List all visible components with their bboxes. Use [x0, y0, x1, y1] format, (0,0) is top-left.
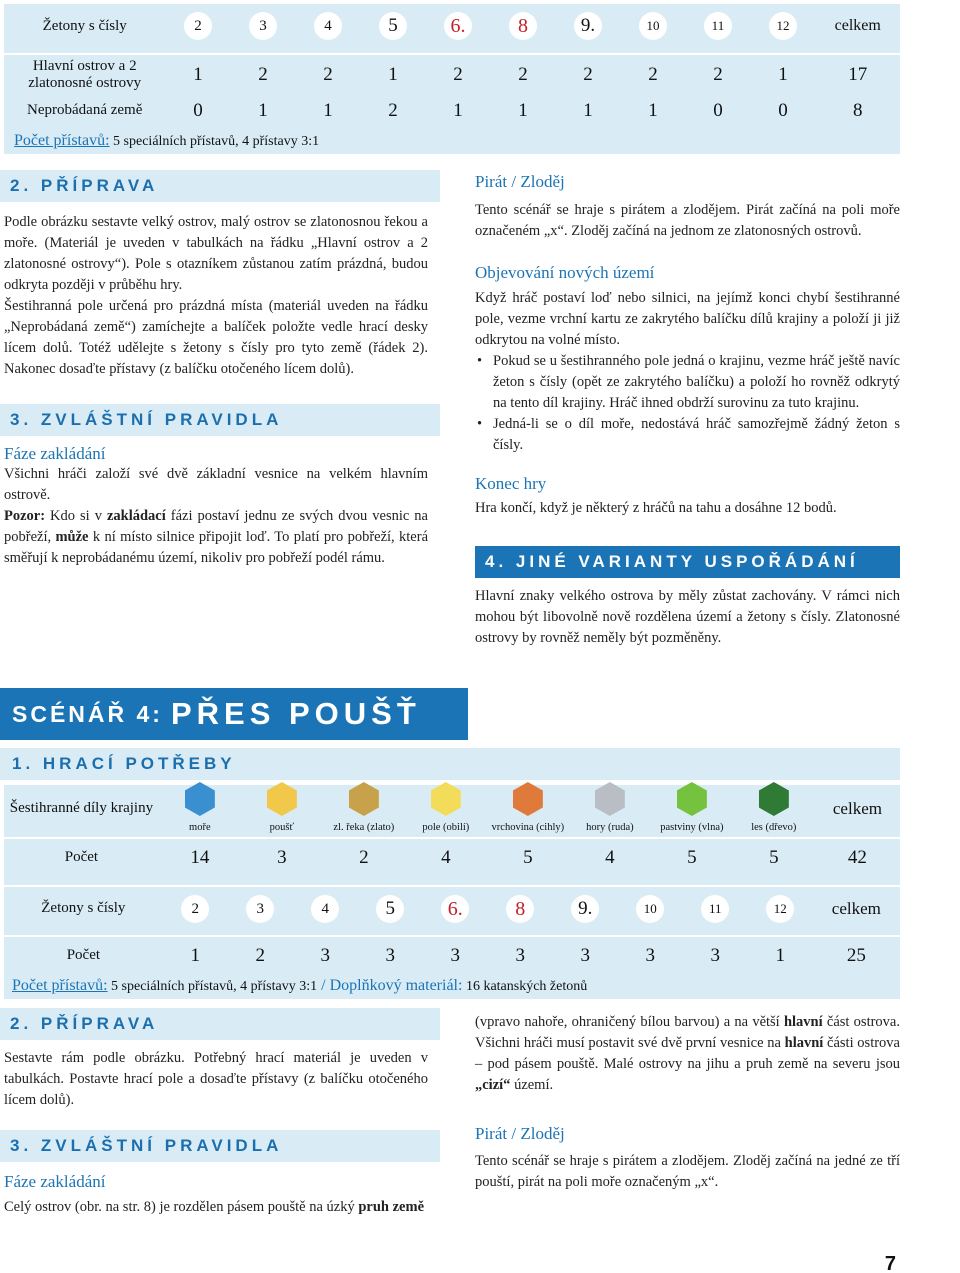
tile-name: les (dřevo) [751, 822, 797, 834]
tokens2-total-header: celkem [831, 898, 881, 918]
number-token: 8 [506, 895, 534, 923]
token-cell [620, 12, 685, 41]
table-cell: 2 [388, 99, 398, 121]
number-token: 12 [766, 895, 794, 923]
table-cell: 1 [583, 99, 593, 121]
token-cell [293, 895, 358, 924]
token-cell [748, 895, 813, 924]
number-token: 11 [701, 895, 729, 923]
cont-e: části ostrova – pod pásem pouště. Malé ostrovy na jihu a pruh země na severu jsou [475, 1035, 900, 1072]
setup-p2-c: fázi postaví jednu ze svých dvou vesnic na pobřeží, [4, 508, 428, 545]
pirate-text: Tento scénář se hraje s pirátem a zlodějem. Pirát začíná na poli moře označeném „x“. Zloděj začíná na jednom ze zlatonosných ostrovů. [475, 202, 900, 239]
table-cell: 2 [453, 63, 463, 85]
table-cell: 0 [778, 99, 788, 121]
cont-d: hlavní [784, 1035, 824, 1051]
subheading-setup-phase-2: Fáze zakládání [4, 1172, 106, 1191]
number-token: 5 [376, 895, 404, 923]
main-island-values [165, 62, 815, 89]
token-cell [165, 12, 230, 41]
subheading-exploration: Objevování nových území [475, 263, 655, 282]
tile-cell [241, 782, 323, 836]
table-cell: 2 [518, 63, 528, 85]
table-cell: 1 [323, 99, 333, 121]
table-cell: 2 [323, 63, 333, 85]
token-cell [230, 12, 295, 41]
cont-f: „cizí“ [475, 1077, 511, 1093]
goldriver-hex-icon [349, 782, 379, 816]
token-cell [685, 12, 750, 41]
ports2-text: 5 speciálních přístavů, 4 přístavy 3:1 [111, 979, 318, 994]
setup2-text [4, 1197, 428, 1218]
table-cell: 1 [388, 63, 398, 85]
token-count-cells [163, 943, 813, 970]
pirate2-text: Tento scénář se hraje s pirátem a zlodějem. Zloděj začíná na jedné ze tří pouští, pirát na poli moře označeným „x“. [475, 1153, 900, 1190]
table-cell: 5 [687, 846, 697, 868]
token-cell [683, 895, 748, 924]
number-token: 11 [704, 12, 732, 40]
tokens-label: Žetony s čísly [42, 17, 127, 34]
table-cell: 2 [255, 944, 265, 966]
table-cell: 4 [605, 846, 615, 868]
tokens2-label: Žetony s čísly [41, 900, 126, 917]
tile-count-total: 42 [847, 846, 867, 868]
preparation2-text: Sestavte rám podle obrázku. Potřebný hrací materiál je uveden v tabulkách. Postavte hrací pole a dosaďte přístavy (z balíčku otočeného lícem dolů). [4, 1050, 428, 1108]
number-token: 6. [441, 895, 469, 923]
page-number: 7 [884, 1253, 896, 1273]
token-cell [360, 12, 425, 41]
token-cell [488, 895, 553, 924]
tiles-row [4, 785, 900, 833]
desert-hex-icon [267, 782, 297, 816]
heading-materials: 1. HRACÍ POTŘEBY [0, 748, 900, 780]
table-cell: 2 [359, 846, 369, 868]
exploration-p1: Když hráč postaví loď nebo silnici, na jejímž konci chybí šestihranné pole, vezme vrchní kartu ze zakrytého balíčku dílů krajiny a položí ji již odkrytou na volné místo. [475, 290, 900, 348]
setup-p2-d: může [55, 529, 89, 545]
table-cell: 1 [258, 99, 268, 121]
unexplored-values [165, 98, 815, 125]
number-token: 4 [311, 895, 339, 923]
setup2-b: pruh země [358, 1199, 424, 1215]
top-number-table [4, 4, 900, 154]
cont-b: hlavní [783, 1014, 823, 1030]
token-cell [618, 895, 683, 924]
heading-special-rules: 3. ZVLÁŠTNÍ PRAVIDLA [0, 404, 440, 436]
table-cell: 4 [441, 846, 451, 868]
cont-a: (vpravo nahoře, ohraničený bílou barvou) a na větší [475, 1014, 784, 1030]
setup2-a: Celý ostrov (obr. na str. 8) je rozdělen pásem pouště na úzký [4, 1199, 359, 1215]
table-cell: 0 [193, 99, 203, 121]
tile-name: vrchovina (cihly) [491, 822, 565, 834]
main-island-total: 17 [848, 63, 868, 85]
subheading-pirate-robber-2: Pirát / Zloděj [475, 1124, 565, 1143]
tile-cells [159, 782, 815, 836]
tile-name: pastviny (vlna) [660, 822, 724, 834]
ports-text: 5 speciálních přístavů, 4 přístavy 3:1 [113, 134, 320, 149]
unexplored-row [4, 95, 900, 127]
table-cell: 0 [713, 99, 723, 121]
tile-name: moře [189, 822, 211, 834]
tile-cell [159, 782, 241, 836]
token-cells [165, 12, 815, 41]
cont-g: území. [510, 1077, 554, 1093]
token-cell [750, 12, 815, 41]
token-count-row [4, 935, 900, 975]
grain-hex-icon [431, 782, 461, 816]
tile-cell [651, 782, 733, 836]
token-count-label: Počet [66, 947, 101, 964]
mountains-hex-icon [595, 782, 625, 816]
tile-cell [733, 782, 815, 836]
number-token: 10 [636, 895, 664, 923]
tokens2-row [4, 885, 900, 931]
table-cell: 2 [648, 63, 658, 85]
table-cell: 2 [258, 63, 268, 85]
ports-label: Počet přístavů: [14, 132, 110, 149]
token-cell [490, 12, 555, 41]
number-token: 2 [181, 895, 209, 923]
ports-line [14, 130, 319, 153]
total-header: celkem [834, 17, 881, 35]
game-end-text: Hra končí, když je některý z hráčů na tahu a dosáhne 12 bodů. [475, 500, 837, 516]
tile-count-cells [159, 845, 815, 872]
setup-p2-b: zakládací [106, 508, 166, 524]
table-cell: 3 [450, 944, 460, 966]
tiles-total-header: celkem [832, 798, 882, 818]
subheading-pirate-robber: Pirát / Zloděj [475, 172, 565, 191]
extra-material-label: Doplňkový materiál: [329, 977, 463, 994]
number-token: 10 [639, 12, 667, 40]
token-count-total: 25 [846, 944, 866, 966]
count-label: Počet [64, 849, 99, 866]
heading-other-variants: 4. JINÉ VARIANTY USPOŘÁDÁNÍ [475, 546, 900, 578]
tile-name: pole (obilí) [422, 822, 470, 834]
subheading-game-end: Konec hry [475, 474, 547, 493]
table-cell: 2 [583, 63, 593, 85]
materials-table [4, 785, 900, 999]
ports2-label: Počet přístavů: [12, 977, 108, 994]
tile-name: poušť [269, 822, 294, 834]
table-cell: 2 [713, 63, 723, 85]
preparation-text [4, 212, 428, 380]
list-item: • Pokud se u šestihranného pole jedná o krajinu, vezme hráč ještě navíc žeton s čísly (opět ze zakrytého balíčku) a položí ho rovněž odkrytý na tento díl krajiny. Hráč ihned obdrží surovinu za tuto krajinu. [475, 351, 900, 414]
number-token: 6. [444, 12, 472, 40]
setup-p2-a: Kdo si v [45, 508, 107, 524]
token-cell [228, 895, 293, 924]
unexplored-total: 8 [852, 99, 863, 121]
table-cell: 3 [385, 944, 395, 966]
preparation-p1: Podle obrázku sestavte velký ostrov, malý ostrov se zlatonosnou řekou a moře. (Materiál je uveden v tabulkách na řádku „Hlavní ostrov a 2 zlatonosné ostrovy“). Pole s otazníkem zůstanou zatím prázdná, budou odkryta později v průběhu hry. [4, 214, 428, 293]
tile-cell [323, 782, 405, 836]
table-cell: 5 [523, 846, 533, 868]
table-cell: 1 [453, 99, 463, 121]
table-cell: 1 [648, 99, 658, 121]
ports2-line [12, 975, 587, 998]
continuation-text [475, 1012, 900, 1096]
number-token: 9. [571, 895, 599, 923]
number-token: 12 [769, 12, 797, 40]
main-island-row [4, 53, 900, 95]
list-item: • Jedná-li se o díl moře, nedostává hráč samozřejmě žádný žeton s čísly. [475, 414, 900, 456]
table-cell: 14 [190, 846, 210, 868]
number-token: 2 [184, 12, 212, 40]
table-cell: 1 [775, 944, 785, 966]
setup-p2-e: k ní místo silnice připojit loď. To platí pro pobřeží, která směřují k neprobádanému území, nikoliv pro pobřeží podél rámu. [4, 529, 429, 566]
token-cell [423, 895, 488, 924]
tile-cell [569, 782, 651, 836]
table-cell: 1 [193, 63, 203, 85]
heading-special-rules-2: 3. ZVLÁŠTNÍ PRAVIDLA [0, 1130, 440, 1162]
table-cell: 3 [580, 944, 590, 966]
main-island-label: Hlavní ostrov a 2 zlatonosné ostrovy [28, 57, 142, 91]
preparation-p2: Šestihranná pole určená pro prázdná místa (materiál uveden na řádku „Neprobádaná země“) zamíchejte a balíček položte vedle hrací desky lícem dolů. Totéž udělejte s žetony s čísly pro tyto země (řádek 2). Nakonec dosaďte přístavy (z balíčku otočeného lícem dolů). [4, 298, 428, 377]
exploration-text [475, 288, 900, 456]
forest-hex-icon [759, 782, 789, 816]
tokens-row [4, 4, 900, 49]
table-cell: 1 [778, 63, 788, 85]
table-cell: 3 [320, 944, 330, 966]
table-cell: 1 [518, 99, 528, 121]
table-cell: 3 [277, 846, 287, 868]
number-token: 4 [314, 12, 342, 40]
token-cell [553, 895, 618, 924]
scenario-title: PŘES POUŠŤ [170, 695, 421, 731]
table-cell: 5 [769, 846, 779, 868]
setup-p1: Všichni hráči založí své dvě základní vesnice na velkém hlavním ostrově. [4, 466, 428, 503]
token-cell [425, 12, 490, 41]
tile-name: zl. řeka (zlato) [333, 822, 395, 834]
extra-material-text: 16 katanských žetonů [465, 979, 588, 994]
ports2-slash: / [317, 977, 330, 994]
table-cell: 3 [515, 944, 525, 966]
token-cell [358, 895, 423, 924]
pasture-hex-icon [677, 782, 707, 816]
subheading-setup-phase: Fáze zakládání [4, 444, 106, 463]
heading-preparation: 2. PŘÍPRAVA [0, 170, 440, 202]
number-token: 5 [379, 12, 407, 40]
scenario-banner [0, 688, 468, 740]
tile-name: hory (ruda) [586, 822, 634, 834]
cont-c: část ostrova. Všichni hráči musí postavit své dvě první vesnice na [475, 1014, 900, 1051]
unexplored-label: Neprobádaná země [27, 102, 143, 119]
number-token: 3 [246, 895, 274, 923]
tile-cell [405, 782, 487, 836]
scenario-label: SCÉNÁŘ 4: [12, 700, 163, 727]
warning-label: Pozor: [4, 508, 46, 524]
tiles-label: Šestihranné díly krajiny [9, 800, 154, 817]
token-cell [555, 12, 620, 41]
setup-phase-text [4, 464, 428, 569]
exploration-list [475, 351, 900, 456]
hills-hex-icon [513, 782, 543, 816]
token2-cells [163, 895, 813, 924]
token-cell [163, 895, 228, 924]
table-cell: 3 [645, 944, 655, 966]
table-cell: 1 [190, 944, 200, 966]
token-cell [295, 12, 360, 41]
tile-count-row [4, 837, 900, 877]
heading-preparation-2: 2. PŘÍPRAVA [0, 1008, 440, 1040]
number-token: 3 [249, 12, 277, 40]
tile-cell [487, 782, 569, 836]
setup-p2 [4, 506, 428, 569]
table-cell: 3 [710, 944, 720, 966]
number-token: 8 [509, 12, 537, 40]
variants-text: Hlavní znaky velkého ostrova by měly zůstat zachovány. V rámci nich mohou být libovolně nově rozdělena území a žetony s čísly. Zlatonosné ostrovy by rovněž neměly být pozměněny. [475, 588, 900, 646]
number-token: 9. [574, 12, 602, 40]
sea-hex-icon [185, 782, 215, 816]
